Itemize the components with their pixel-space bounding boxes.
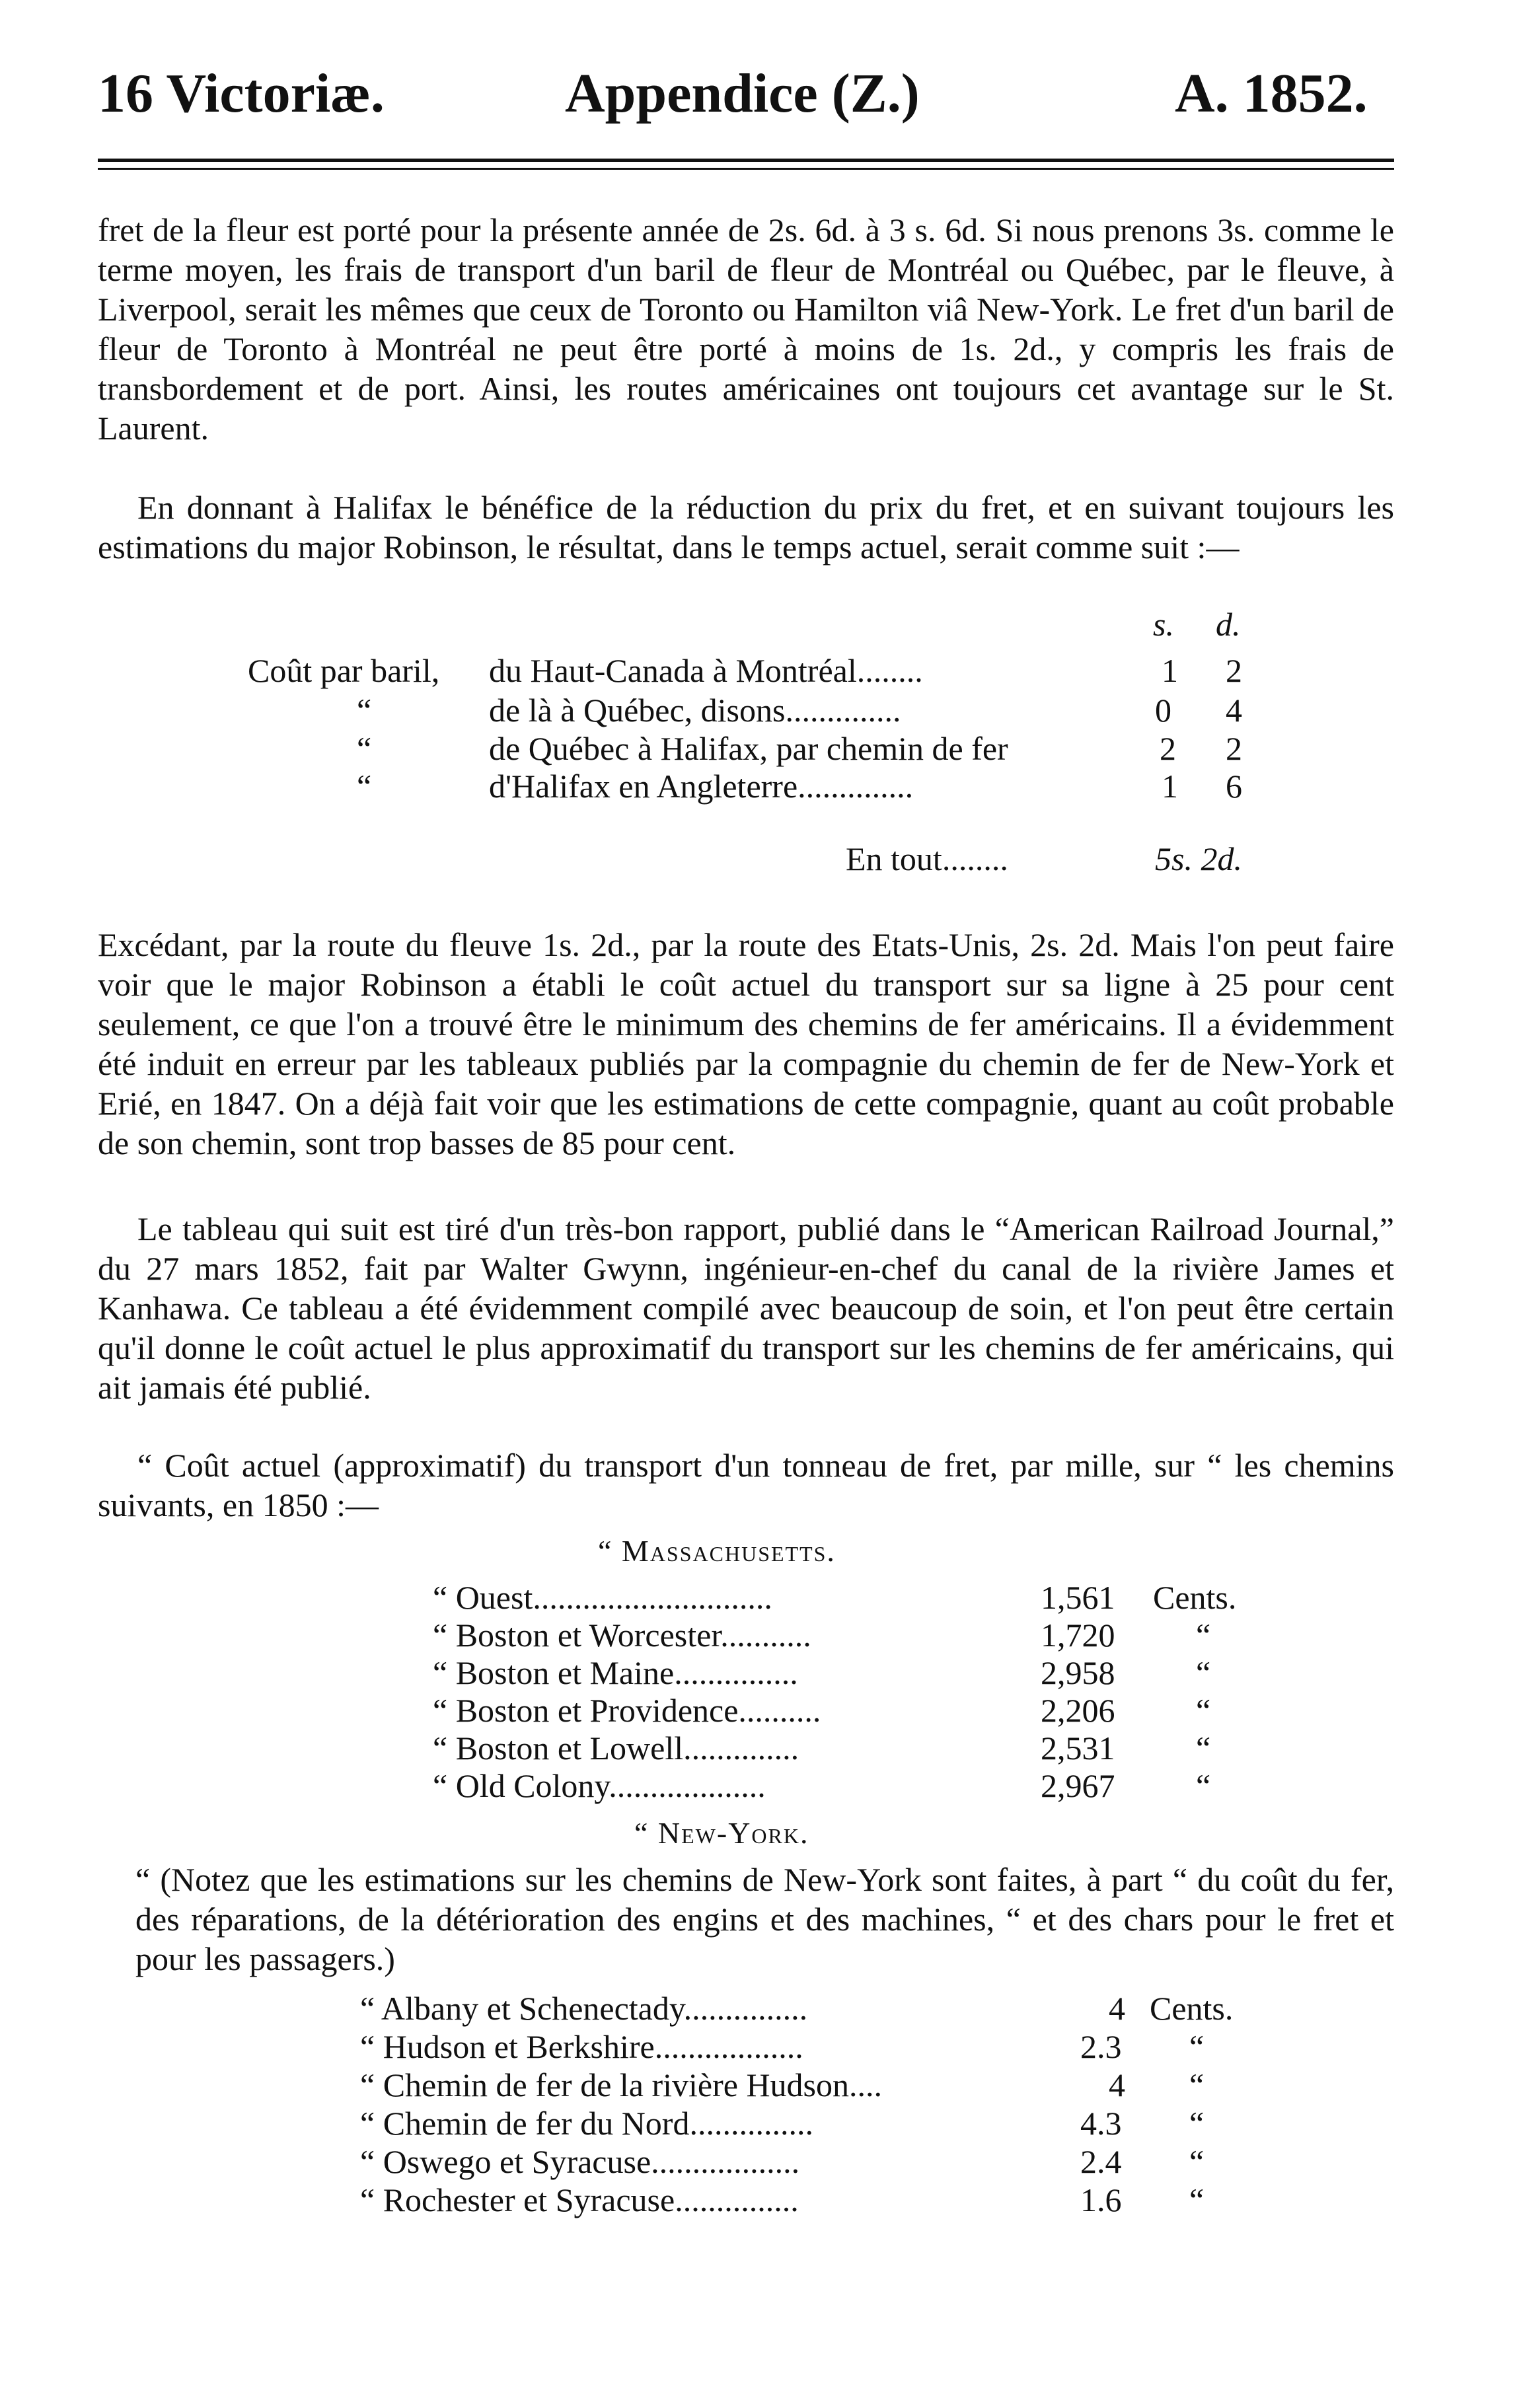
header-rule xyxy=(98,159,1394,162)
paragraph-5-text: “ Coût actuel (approximatif) du transport d'un tonneau de fret, par mille, sur “ les chemins suivants, en 1850 :— xyxy=(98,1447,1394,1523)
cost-row-s: 0 xyxy=(1155,692,1171,729)
table-row-ditto: “ xyxy=(1196,1730,1211,1767)
paragraph-2 xyxy=(98,488,1394,567)
table-row-label: “ Chemin de fer de la rivière Hudson.... xyxy=(360,2066,883,2103)
cost-row-s: 2 xyxy=(1160,730,1176,767)
paragraph-3-text: Excédant, par la route du fleuve 1s. 2d., par la route des Etats-Unis, 2s. 2d. Mais l'on peut faire voir que le major Robinson a établi le coût actuel du transport sur sa ligne à 25 pour cent seulement, ce que l'on a trouvé être le minimum des chemins de fer américains. Il a évidemment été induit en erreur par les tableaux publiés par la compagnie du chemin de fer de New-York et Erié, en 1847. On a déjà fait voir que les estimations de cette compagnie, quant au coût probable de son chemin, sont trop basses de 85 pour cent. xyxy=(98,926,1394,1161)
paragraph-4-text: Le tableau qui suit est tiré d'un très-bon rapport, publié dans le “American Railroad Journal,” du 27 mars 1852, fait par Walter Gwynn, ingénieur-en-chef du canal de la rivière James et Kanhawa. Ce tableau a été évidemment compilé avec beaucoup de soin, et l'on peut être certain qu'il donne le coût actuel le plus approximatif du transport sur les chemins de fer américains, qui ait jamais été publié. xyxy=(98,1210,1394,1406)
new-york-heading: “ New-York. xyxy=(634,1816,809,1850)
table-row-label: “ Old Colony................... xyxy=(433,1767,766,1804)
table-row-ditto: “ xyxy=(1196,1692,1211,1729)
col-header-s: s. xyxy=(1153,606,1174,643)
table-row-value: 2.4 xyxy=(1080,2143,1122,2180)
table-row-value: 4 xyxy=(1109,1990,1125,2027)
cost-row-d: 2 xyxy=(1226,652,1242,689)
paragraph-3 xyxy=(98,925,1394,1163)
cost-row-s: 1 xyxy=(1162,652,1178,689)
header-year: A. 1852. xyxy=(1175,63,1368,124)
table-row-label: “ Albany et Schenectady............... xyxy=(360,1990,808,2027)
table-row-value: 1,720 xyxy=(1041,1617,1115,1654)
table-row-value: 2,531 xyxy=(1041,1730,1115,1767)
table-row-ditto: “ xyxy=(1189,2066,1205,2103)
paragraph-5 xyxy=(98,1445,1394,1525)
cost-row xyxy=(248,651,439,690)
paragraph-4 xyxy=(98,1209,1394,1407)
cost-row-d: 4 xyxy=(1226,692,1242,729)
table-row-label: “ Boston et Maine............... xyxy=(433,1654,798,1691)
table-row-label: “ Hudson et Berkshire.................. xyxy=(360,2028,803,2065)
table-row-ditto: “ xyxy=(1189,2181,1205,2218)
cost-row-d: 2 xyxy=(1226,730,1242,767)
table-row-ditto: “ xyxy=(1196,1617,1211,1654)
table-row-label: “ Boston et Lowell.............. xyxy=(433,1730,799,1767)
table-row-value: 4.3 xyxy=(1080,2105,1122,2142)
paragraph-1 xyxy=(98,210,1394,448)
cost-row-label: de là à Québec, disons.............. xyxy=(489,692,901,729)
table-row-ditto: “ xyxy=(1189,2028,1205,2065)
cost-row-d: 6 xyxy=(1226,768,1242,805)
table-row-label: “ Boston et Worcester........... xyxy=(433,1617,811,1654)
table-row-ditto: “ xyxy=(1196,1654,1211,1691)
cost-row-prefix: “ xyxy=(357,692,372,729)
new-york-note-text: “ (Notez que les estimations sur les chemins de New-York sont faites, à part “ du coût du fer, des réparations, de la détérioration des engins et des machines, “ et des chars pour le fret et pour les passagers.) xyxy=(135,1861,1394,1977)
table-row-unit: Cents. xyxy=(1153,1579,1237,1616)
cost-row-label: du Haut-Canada à Montréal........ xyxy=(489,652,923,689)
table-row-value: 2,958 xyxy=(1041,1654,1115,1691)
cost-row-prefix: Coût par baril, xyxy=(248,652,440,689)
cost-row-prefix: “ xyxy=(357,768,372,805)
new-york-note xyxy=(135,1860,1394,1979)
header-left: 16 Victoriæ. xyxy=(98,63,385,124)
table-row-label: “ Rochester et Syracuse............... xyxy=(360,2181,799,2218)
table-row-value: 2,206 xyxy=(1041,1692,1115,1729)
paragraph-1-text: fret de la fleur est porté pour la présente année de 2s. 6d. à 3 s. 6d. Si nous prenons 3s. comme le terme moyen, les frais de transport d'un baril de fleur de Montréal ou Québec, par le fleuve, à Liverpool, serait les mêmes que ceux de Toronto ou Hamilton viâ New-York. Le fret d'un baril de fleur de Toronto à Montréal ne peut être porté à moins de 1s. 2d., y compris les frais de transbordement et de port. Ainsi, les routes américaines ont toujours cet avantage sur le St. Laurent. xyxy=(98,211,1394,447)
table-row-unit: Cents. xyxy=(1150,1990,1234,2027)
table-row-label: “ Ouest............................. xyxy=(433,1579,772,1616)
table-row-label: “ Chemin de fer du Nord............... xyxy=(360,2105,813,2142)
header-title: Appendice (Z.) xyxy=(565,63,920,124)
massachusetts-heading: “ Massachusetts. xyxy=(598,1534,836,1568)
table-row-value: 2.3 xyxy=(1080,2028,1122,2065)
table-row-ditto: “ xyxy=(1189,2105,1205,2142)
cost-total-value: 5s. 2d. xyxy=(1155,840,1242,877)
cost-row-s: 1 xyxy=(1162,768,1178,805)
table-row-ditto: “ xyxy=(1189,2143,1205,2180)
col-header-d: d. xyxy=(1216,606,1241,643)
table-row-ditto: “ xyxy=(1196,1767,1211,1804)
cost-row-label: d'Halifax en Angleterre.............. xyxy=(489,768,914,805)
table-row-label: “ Boston et Providence.......... xyxy=(433,1692,821,1729)
header-rule-thin xyxy=(98,168,1394,170)
table-row-value: 4 xyxy=(1109,2066,1125,2103)
table-row-label: “ Oswego et Syracuse.................. xyxy=(360,2143,800,2180)
cost-row-label: de Québec à Halifax, par chemin de fer xyxy=(489,730,1008,767)
table-row-value: 2,967 xyxy=(1041,1767,1115,1804)
cost-total-label: En tout........ xyxy=(846,840,1008,877)
table-row-value: 1.6 xyxy=(1080,2181,1122,2218)
table-row-value: 1,561 xyxy=(1041,1579,1115,1616)
paragraph-2-text: En donnant à Halifax le bénéfice de la réduction du prix du fret, et en suivant toujours les estimations du major Robinson, le résultat, dans le temps actuel, serait comme suit :— xyxy=(98,489,1394,566)
cost-row-prefix: “ xyxy=(357,730,372,767)
